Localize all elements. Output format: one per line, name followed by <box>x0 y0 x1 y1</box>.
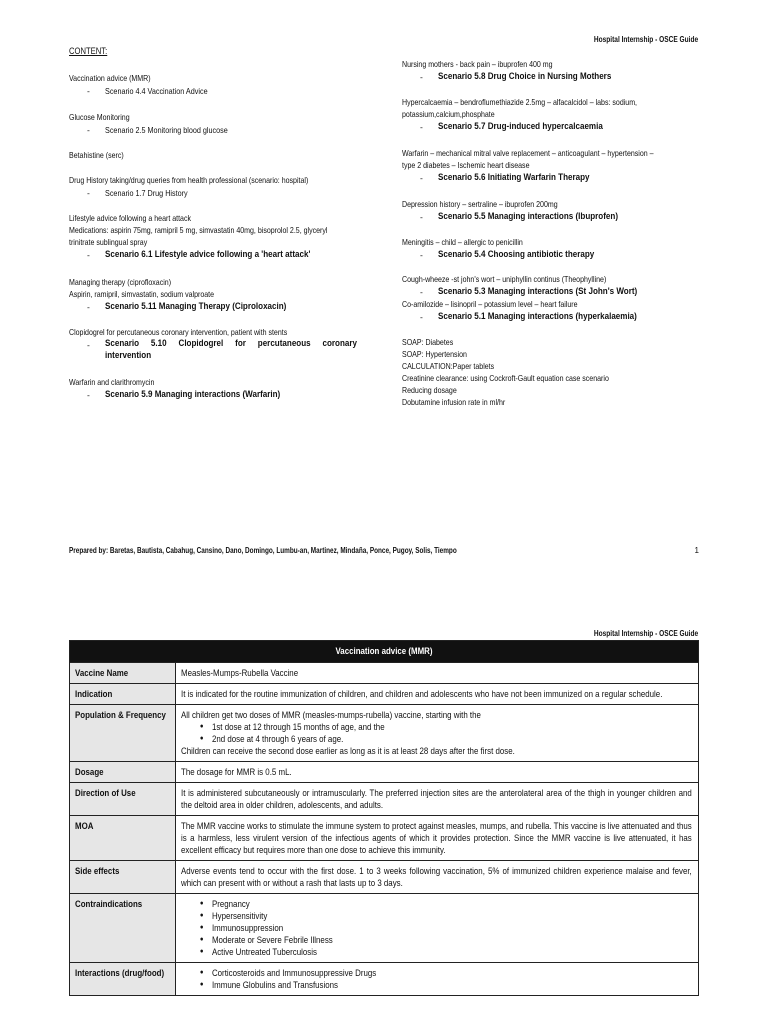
row-label: Contraindications <box>70 894 176 963</box>
scenario-item[interactable]: - Scenario 5.1 Managing interactions (hyperkalaemia) <box>420 311 637 322</box>
entry-topic: Depression history – sertraline – ibuprofen 200mg <box>402 199 558 209</box>
page-header: Hospital Internship - OSCE Guide <box>593 629 698 638</box>
table-row <box>70 762 699 783</box>
content-entry-hypercalcaemia <box>402 96 702 134</box>
table-row <box>70 684 699 705</box>
scenario-item[interactable]: - Scenario 6.1 Lifestyle advice following a 'heart attack' <box>87 249 311 260</box>
entry-detail: Aspirin, ramipril, simvastatin, sodium valproate <box>69 289 215 299</box>
table-row <box>70 663 699 684</box>
population-bullet: ● 2nd dose at 4 through 6 years of age. <box>200 733 692 745</box>
entry-topic: Warfarin and clarithromycin <box>69 377 155 387</box>
content-extra-list <box>402 336 702 408</box>
scenario-item[interactable]: - Scenario 5.9 Managing interactions (Warfarin) <box>87 389 281 400</box>
scenario-item[interactable]: - Scenario 4.4 Vaccination Advice <box>87 86 208 96</box>
row-value: It is administered subcutaneously or intramuscularly. The preferred injection sites are the anterolateral area of the thigh in younger children and the deltoid area in older children, adolescents, and adults. <box>176 783 699 816</box>
row-label: Population & Frequency <box>70 705 176 762</box>
row-label: MOA <box>70 816 176 861</box>
page-number: 1 <box>694 546 699 555</box>
scenario-item[interactable]: - Scenario 5.4 Choosing antibiotic therapy <box>420 249 595 260</box>
row-value <box>176 963 699 996</box>
content-entry-drug-history <box>69 174 369 200</box>
contraindication-bullet: ● Active Untreated Tuberculosis <box>200 946 692 958</box>
extra-item: Reducing dosage <box>402 385 457 395</box>
table-row <box>70 963 699 996</box>
entry-topic: Cough-wheeze -st john's wort – uniphyllin continus (Theophylline) <box>402 274 607 284</box>
row-value: It is indicated for the routine immunization of children, and children and adolescents who have not been immunized on a regular schedule. <box>176 684 699 705</box>
extra-item: SOAP: Diabetes <box>402 337 454 347</box>
entry-topic: Glucose Monitoring <box>69 112 130 122</box>
content-entry-cough-wheeze <box>402 273 702 299</box>
scenario-item[interactable]: - Scenario 5.8 Drug Choice in Nursing Mothers <box>420 71 612 82</box>
entry-topic: Vaccination advice (MMR) <box>69 73 151 83</box>
scenario-item[interactable]: - Scenario 5.3 Managing interactions (St John's Wort) <box>420 286 638 297</box>
footer-authors: Prepared by: Baretas, Bautista, Cabahug, Cansino, Dano, Domingo, Lumbu-an, Martinez, Mindaña, Ponce, Pugoy, Solis, Tiempo <box>69 546 457 555</box>
row-value: Adverse events tend to occur with the first dose. 1 to 3 weeks following vaccination, 5% of immunized children experience malaise and fever, which can present with or without a rash that lasts up to 3 days. <box>176 861 699 894</box>
content-entry-betahistine <box>69 149 369 161</box>
table-row <box>70 894 699 963</box>
page-header: Hospital Internship - OSCE Guide <box>593 35 698 44</box>
entry-detail: type 2 diabetes – Ischemic heart disease <box>402 160 530 170</box>
entry-topic: Managing therapy (ciprofloxacin) <box>69 277 172 287</box>
content-entry-co-amilozide <box>402 298 702 324</box>
entry-topic: Co-amilozide – lisinopril – potassium level – heart failure <box>402 299 578 309</box>
row-label: Vaccine Name <box>70 663 176 684</box>
population-intro: All children get two doses of MMR (measles-mumps-rubella) vaccine, starting with the <box>181 710 481 720</box>
scenario-item[interactable]: - Scenario 5.6 Initiating Warfarin Therapy <box>420 172 590 183</box>
page-2 <box>0 580 768 1024</box>
scenario-item[interactable]: - Scenario 5.10 Clopidogrel for percutaneous coronary intervention <box>87 338 357 361</box>
content-entry-heart-attack <box>69 212 369 262</box>
population-outro: Children can receive the second dose earlier as long as it is at least 28 days after the first dose. <box>181 746 515 756</box>
content-entry-ciprofloxacin <box>69 276 369 314</box>
row-label: Interactions (drug/food) <box>70 963 176 996</box>
table-row <box>70 783 699 816</box>
content-entry-glucose <box>69 111 369 137</box>
entry-detail: trinitrate sublingual spray <box>69 237 148 247</box>
contraindication-bullet: ● Pregnancy <box>200 898 692 910</box>
contraindication-bullet: ● Immunosuppression <box>200 922 692 934</box>
interaction-bullet: ● Corticosteroids and Immunosuppressive Drugs <box>200 967 692 979</box>
content-entry-nursing-mothers <box>402 58 702 84</box>
table-row <box>70 816 699 861</box>
table-title: Vaccination advice (MMR) <box>70 641 699 663</box>
row-label: Dosage <box>70 762 176 783</box>
extra-item: SOAP: Hypertension <box>402 349 467 359</box>
entry-detail: potassium,calcium,phosphate <box>402 109 495 119</box>
extra-item: Creatinine clearance: using Cockroft-Gault equation case scenario <box>402 373 609 383</box>
page-footer <box>69 546 699 556</box>
content-entry-meningitis <box>402 236 702 262</box>
row-value: Measles-Mumps-Rubella Vaccine <box>176 663 699 684</box>
entry-topic: Warfarin – mechanical mitral valve replacement – anticoagulant – hypertension – <box>402 148 654 158</box>
interaction-bullet: ● Immune Globulins and Transfusions <box>200 979 692 991</box>
table-row <box>70 861 699 894</box>
row-value <box>176 894 699 963</box>
entry-topic: Drug History taking/drug queries from health professional (scenario: hospital) <box>69 175 309 185</box>
vaccination-table <box>69 640 699 996</box>
entry-topic: Meningitis – child – allergic to penicillin <box>402 237 523 247</box>
entry-topic: Nursing mothers - back pain – ibuprofen 400 mg <box>402 59 553 69</box>
row-value: The MMR vaccine works to stimulate the immune system to protect against measles, mumps, and rubella. This vaccine is live attenuated and thus is a harmless, less virulent version of the infectious agents of which it provides protection. Since the MMR vaccine is live attenuated, it has excellent efficacy but requires more than one dose to achieve this immunity. <box>176 816 699 861</box>
content-entry-mmr <box>69 72 369 98</box>
entry-topic: Hypercalcaemia – bendroflumethiazide 2.5mg – alfacalcidol – labs: sodium, <box>402 97 638 107</box>
scenario-item[interactable]: - Scenario 5.7 Drug-induced hypercalcaemia <box>420 121 603 132</box>
entry-topic: Clopidogrel for percutaneous coronary intervention, patient with stents <box>69 327 288 337</box>
content-title: CONTENT: <box>69 46 108 56</box>
content-entry-depression <box>402 198 702 224</box>
entry-topic: Betahistine (serc) <box>69 150 124 160</box>
row-label: Side effects <box>70 861 176 894</box>
scenario-item[interactable]: - Scenario 5.11 Managing Therapy (Ciproloxacin) <box>87 301 287 312</box>
contraindication-bullet: ● Moderate or Severe Febrile Illness <box>200 934 692 946</box>
extra-item: CALCULATION:Paper tablets <box>402 361 495 371</box>
scenario-item[interactable]: - Scenario 2.5 Monitoring blood glucose <box>87 125 228 135</box>
population-bullet: ● 1st dose at 12 through 15 months of age, and the <box>200 721 692 733</box>
scenario-item[interactable]: - Scenario 1.7 Drug History <box>87 188 188 198</box>
row-label: Indication <box>70 684 176 705</box>
row-value <box>176 705 699 762</box>
entry-topic: Lifestyle advice following a heart attack <box>69 213 192 223</box>
contraindication-bullet: ● Hypersensitivity <box>200 910 692 922</box>
row-value: The dosage for MMR is 0.5 mL. <box>176 762 699 783</box>
content-entry-warfarin-initiation <box>402 147 702 185</box>
scenario-item[interactable]: - Scenario 5.5 Managing interactions (Ibuprofen) <box>420 211 619 222</box>
extra-item: Dobutamine infusion rate in ml/hr <box>402 397 506 407</box>
content-entry-warfarin-clarithromycin <box>69 376 369 402</box>
table-row <box>70 705 699 762</box>
entry-detail: Medications: aspirin 75mg, ramipril 5 mg, simvastatin 40mg, bisoprolol 2.5, glyceryl <box>69 225 328 235</box>
content-entry-clopidogrel <box>69 326 369 364</box>
row-label: Direction of Use <box>70 783 176 816</box>
